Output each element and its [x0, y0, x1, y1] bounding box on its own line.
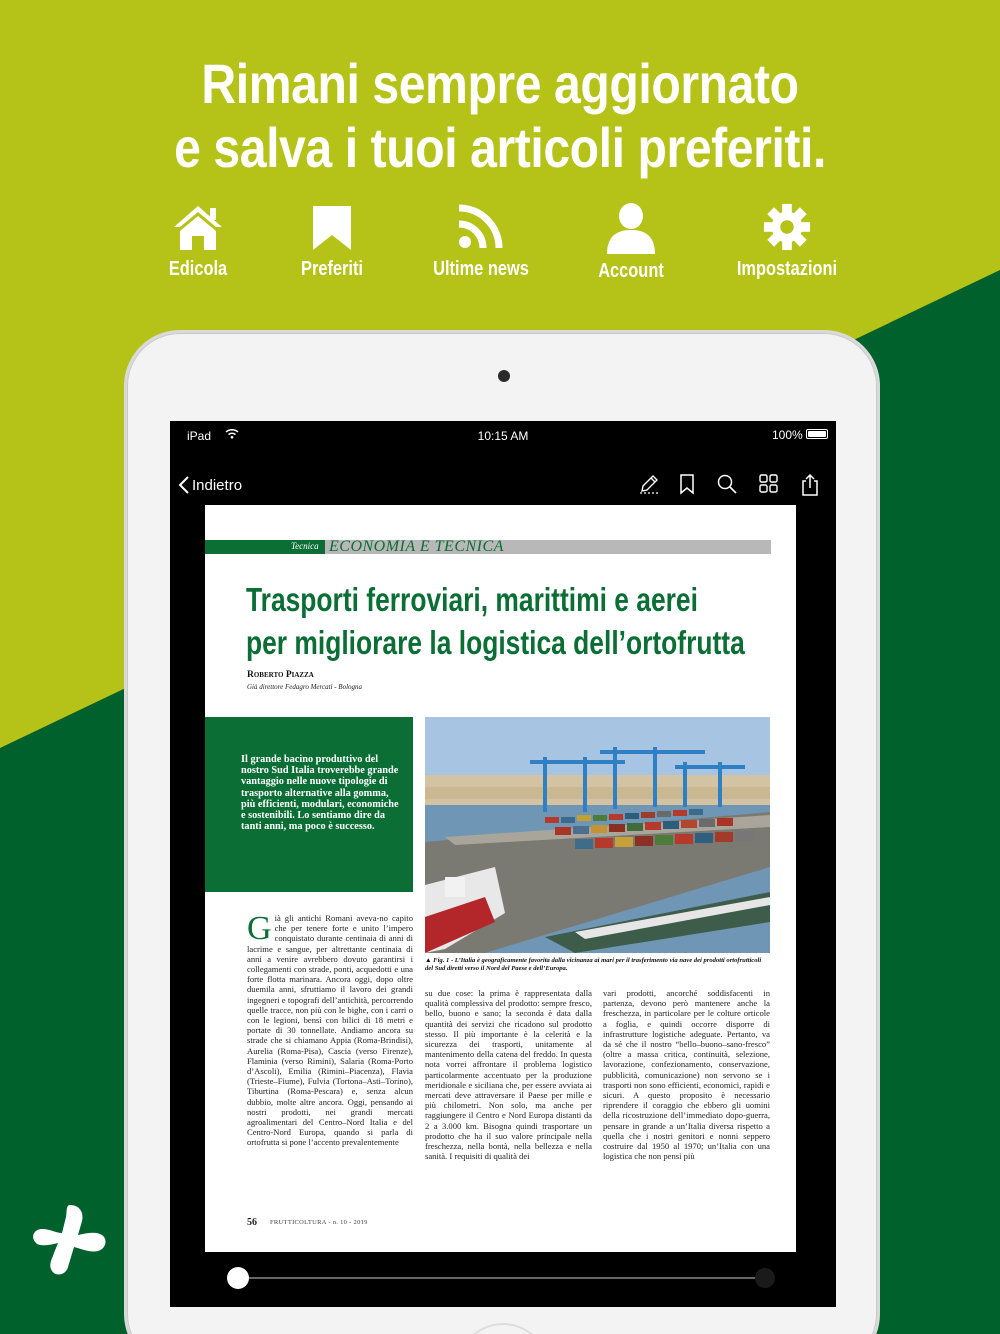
page-slider-knob[interactable]: [227, 1267, 249, 1289]
feature-account: [551, 202, 711, 283]
column-1-text: ià gli antichi Romani aveva-no capito che per tenere forte e unito l’impero conquistato durante centinaia di anni di lacrime e sangue, per altrettante centinaia di anni a venire avrebbero dovuto garantirsi i collegamenti con strade, ponti, acquedotti e una forte flotta marinara. Ancora oggi, dopo oltre duemila anni, sfruttiamo il lavoro dei grandi ingegneri e topografi dell’antichità, percorrendo quelle tracce, non più con le bighe, con i carri o con le legioni, bensì con bilici di 18 metri e portate di 30 tonnellate. Andiamo ancora su strade che si chiamano Appia (Roma-Brindisi), Aurelia (Roma-Pisa), Cascia (verso Firenze), Flaminia (verso Rimini), Salaria (Roma-Porto d’Ascoli), Emilia (Rimini–Piacenza), Flavia (Trieste–Fiume), Fulvia (Tortona–Asti–Torino), Tiburtina (Roma-Pescara) e, senza alcun dubbio, molte altre ancora. Oggi, pensando ai nostri prodotti, nei grandi mercati agroalimentari del Centro–Nord Italia e del Centro-Nord Europa, quando si parla di ortofrutta si pone l’accento prevalentemente: [247, 913, 413, 1148]
page-number: 56: [247, 1217, 257, 1228]
home-icon: [172, 202, 224, 252]
headline-line-2: e salva i tuoi articoli preferiti.: [174, 116, 826, 179]
feature-impostazioni: [707, 202, 867, 281]
status-bar: [170, 421, 836, 451]
feature-label: Preferiti: [301, 258, 363, 280]
headline-line-1: Rimani sempre aggiornato: [201, 52, 799, 115]
share-icon[interactable]: [800, 473, 820, 497]
back-label: Indietro: [192, 476, 243, 494]
status-time: 10:15 AM: [477, 429, 529, 443]
home-button: [457, 1323, 549, 1334]
article-column-1: [247, 910, 413, 1148]
page-slider-end: [755, 1268, 775, 1288]
back-button[interactable]: [178, 475, 242, 495]
article-column-2: su due cose: la prima è rappresentata dalla qualità complessiva del prodotto: sempre fresco, bello, buono e sano; la seconda è data dalla quantità dei servizi che ricadono sul prodotto stesso. Il più importante è la celerità e la sicurezza dei trasporti, unitamente al mantenimento della catena del freddo. In questa nota vorrei affrontare il problema logistico particolarmente accentuato per la produzione meridionale e siciliana che, per essere avviata ai mercati deve attraversare il Paese per mille e più chilometri. Non solo, ma anche per raggiungere il Centro e Nord Europa distanti da 2 a 3.000 km. Bisogna quindi trasportare un prodotto che ha il suo valore principale nella freschezza, nella bontà, nella bellezza e nella sanità. I requisiti di qualità dei: [425, 988, 592, 1162]
headline: [70, 52, 930, 180]
user-icon: [605, 202, 657, 254]
pencil-icon[interactable]: [638, 473, 660, 495]
photo-caption: ▲ Fig. 1 - L’Italia è geograficamente favorita dalla vicinanza ai mari per il trasferimento via nave dei prodotti ortofrutticoli del Sud diretti verso il Nord del Paese e dell’Europa.: [425, 957, 762, 972]
section-tag: Tecnica: [291, 541, 319, 551]
gear-icon: [761, 202, 813, 252]
feature-ultime-news: [401, 202, 561, 281]
article-title: [246, 578, 745, 664]
search-icon[interactable]: [716, 473, 738, 495]
port-photo: [425, 717, 770, 953]
section-title: ECONOMIA E TECNICA: [329, 538, 504, 555]
bookmark-icon[interactable]: [677, 473, 697, 495]
article-author: Roberto Piazza: [247, 670, 314, 680]
drop-cap: G: [247, 910, 272, 947]
chevron-left-icon: [178, 475, 190, 495]
abstract-text: Il grande bacino produttivo del nostro Sud Italia troverebbe grande vantaggio nelle nuove tipologie di trasporto alternative alla gomma, più efficienti, modulari, economiche e sostenibili. Lo sentiamo dire da tanti anni, ma poco è successo.: [241, 754, 399, 833]
status-device: iPad: [187, 429, 212, 443]
camera: [498, 370, 510, 382]
feature-label: Ultime news: [433, 258, 529, 280]
magazine-issue: FRUTTICOLTURA - n. 10 - 2019: [270, 1219, 368, 1226]
page-slider-track[interactable]: [238, 1277, 768, 1279]
ipad-screen: [170, 421, 836, 1307]
feature-label: Impostazioni: [736, 258, 838, 280]
rss-icon: [455, 202, 507, 252]
magazine-page[interactable]: [205, 505, 796, 1252]
app-logo-icon: [30, 1203, 108, 1277]
article-author-role: Già direttore Fedagro Mercati - Bologna: [247, 683, 363, 691]
feature-label: Edicola: [168, 258, 228, 280]
article-title-line-1: Trasporti ferroviari, marittimi e aerei: [246, 581, 698, 618]
reader-toolbar: [170, 469, 836, 503]
article-column-3: vari prodotti, ancorché soddisfacenti in partenza, devono però mantenere anche la freschezza, in particolare per le colture orticole a foglia, e quindi occorre disporre di infrastrutture logistiche adeguate. Pertanto, va da sé che il nostro “bello–buono–sano-fresco” (oltre a massa critica, continuità, selezione, lavorazione, confezionamento, conservazione, pubblicità, comunicazione) non servono se i trasporti non sono efficienti, economici, rapidi e sicuri. A questo proposito è necessario riprendere il coraggio che ebbero gli uomini della ricostruzione dell’immediato dopo-guerra, pensare in grande a un’Italia diversa rispetto a quella che i nostri genitori e nonni seppero costruire dal 1950 al 1970; un’Italia con una logistica che non pensi più: [603, 988, 770, 1162]
battery-icon: [806, 429, 828, 439]
thumbnails-icon[interactable]: [758, 473, 780, 495]
bookmark-icon: [306, 202, 358, 252]
battery-percent: 100%: [772, 428, 803, 442]
feature-preferiti: [252, 202, 412, 281]
feature-label: Account: [598, 260, 664, 282]
article-title-line-2: per migliorare la logistica dell’ortofrutta: [246, 624, 745, 661]
article-abstract: [205, 717, 413, 892]
